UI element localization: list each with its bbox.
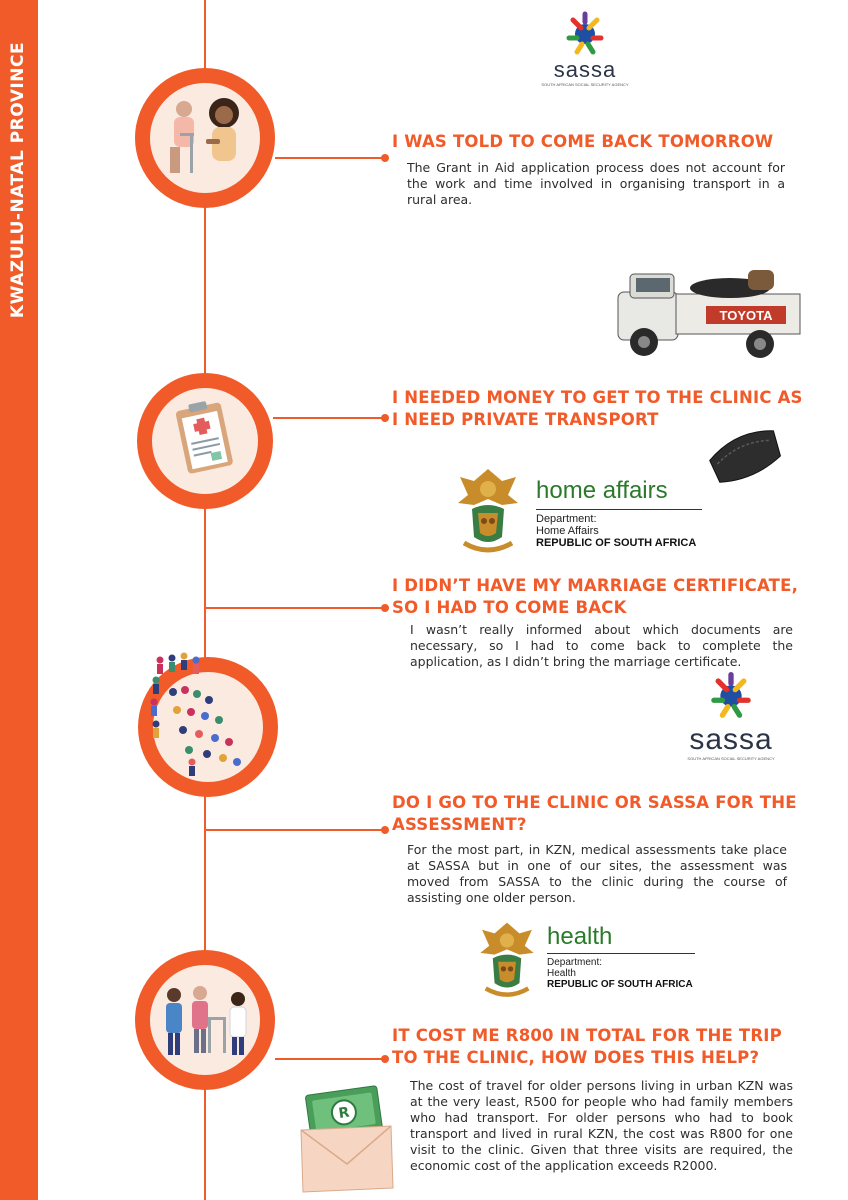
section-3-heading: I DIDN’T HAVE MY MARRIAGE CERTIFICATE, SO I HAD TO COME BACK xyxy=(392,576,799,617)
health-logo xyxy=(475,915,705,1005)
province-title: KWAZULU-NATAL PROVINCE xyxy=(8,41,28,319)
sassa-wordmark: sassa xyxy=(689,723,773,756)
connector-dot-5 xyxy=(381,1055,389,1063)
queue-overflow-icon xyxy=(148,650,268,780)
wallet-icon xyxy=(700,420,790,490)
section-4-body: For the most part, in KZN, medical assessments take place at SASSA but in one of our sites, the assessment was moved from SASSA to the clinic during the course of assisting one older person. xyxy=(407,842,787,905)
connector-dot-4 xyxy=(381,826,389,834)
connector-2 xyxy=(273,417,385,419)
connector-4 xyxy=(206,829,385,831)
section-3-body: I wasn’t really informed about which documents are necessary, so I had to come back to complete the application, as I didn’t bring the marriage certificate. xyxy=(410,622,793,669)
home-affairs-line3: REPUBLIC OF SOUTH AFRICA xyxy=(536,537,697,549)
home-affairs-line1: Department: xyxy=(536,513,597,525)
sassa-hands-icon xyxy=(699,668,763,724)
currency-symbol: R xyxy=(337,1104,351,1123)
money-envelope-icon xyxy=(295,1080,400,1195)
circle-2 xyxy=(137,373,273,509)
clipboard-icon xyxy=(152,388,258,494)
connector-dot-3 xyxy=(381,604,389,612)
sassa-subtitle: SOUTH AFRICAN SOCIAL SECURITY AGENCY xyxy=(687,756,775,761)
connector-5 xyxy=(275,1058,385,1060)
circle-1 xyxy=(135,68,275,208)
home-affairs-line2: Home Affairs xyxy=(536,525,599,537)
home-affairs-logo xyxy=(452,465,712,565)
truck-brand-text: TOYOTA xyxy=(719,308,773,323)
sassa-logo-mid xyxy=(676,668,786,772)
connector-3 xyxy=(206,607,385,609)
home-affairs-rule xyxy=(536,509,702,510)
elderly-care-icon xyxy=(150,83,260,193)
section-1-heading: I WAS TOLD TO COME BACK TOMORROW xyxy=(392,132,774,151)
section-5-body: The cost of travel for older persons living in urban KZN was at the very least, R500 for people who had family members who had transport. For older persons who had to book transport and lived in rural KZN, the cost was R800 for one visit to the clinic. Given that three visits are required, the economic cost of the application exceeds R2000. xyxy=(410,1078,793,1173)
sidebar xyxy=(0,0,38,1200)
toyota-truck-image xyxy=(610,262,805,362)
coat-of-arms-icon xyxy=(475,919,539,1001)
sassa-logo-top xyxy=(530,10,640,100)
health-name: health xyxy=(547,923,613,950)
sassa-hands-icon xyxy=(555,10,615,58)
sassa-subtitle: SOUTH AFRICAN SOCIAL SECURITY AGENCY xyxy=(541,82,629,87)
health-line3: REPUBLIC OF SOUTH AFRICA xyxy=(547,979,693,990)
sassa-wordmark: sassa xyxy=(553,57,617,82)
section-1-body: The Grant in Aid application process does not account for the work and time involved in organising transport in a rural area. xyxy=(407,160,785,207)
healthcare-workers-icon xyxy=(150,965,260,1075)
section-4-heading: DO I GO TO THE CLINIC OR SASSA FOR THE ASSESSMENT? xyxy=(392,793,797,834)
connector-1 xyxy=(275,157,385,159)
connector-dot-2 xyxy=(381,414,389,422)
section-5-heading: IT COST ME R800 IN TOTAL FOR THE TRIP TO THE CLINIC, HOW DOES THIS HELP? xyxy=(392,1026,782,1067)
section-2-heading: I NEEDED MONEY TO GET TO THE CLINIC AS I NEED PRIVATE TRANSPORT xyxy=(392,388,803,429)
health-rule xyxy=(547,953,695,954)
coat-of-arms-icon xyxy=(452,465,524,557)
health-line1: Department: xyxy=(547,957,603,968)
circle-4 xyxy=(135,950,275,1090)
home-affairs-name: home affairs xyxy=(536,477,668,504)
health-line2: Health xyxy=(547,968,576,979)
connector-dot-1 xyxy=(381,154,389,162)
